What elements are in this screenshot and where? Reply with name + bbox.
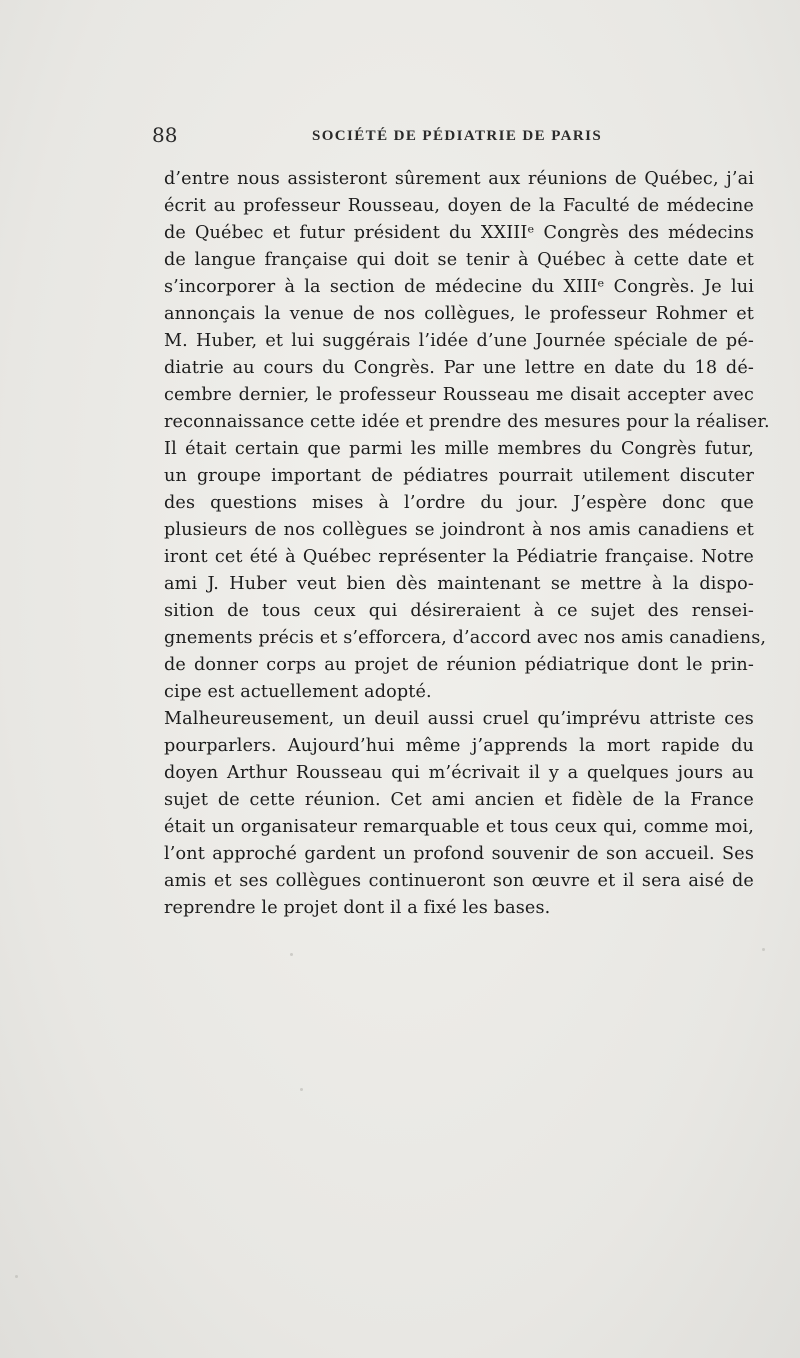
text-line: M. Huber, et lui suggérais l’idée d’une Journée spéciale de pé- — [164, 331, 754, 351]
text-line: des questions mises à l’ordre du jour. J’espère donc que — [164, 493, 754, 513]
text-line: diatrie au cours du Congrès. Par une lettre en date du 18 dé- — [164, 358, 754, 378]
text-line: reprendre le projet dont il a fixé les bases. — [164, 898, 551, 918]
text-line: pourparlers. Aujourd’hui même j’apprends la mort rapide du — [164, 736, 754, 756]
text-line: cembre dernier, le professeur Rousseau me disait accepter avec — [164, 385, 754, 405]
text-line: un groupe important de pédiatres pourrait utilement discuter — [164, 466, 754, 486]
text-line: gnements précis et s’efforcera, d’accord avec nos amis canadiens, — [164, 628, 767, 648]
text-line: amis et ses collègues continueront son œuvre et il sera aisé de — [164, 871, 754, 891]
text-line: plusieurs de nos collègues se joindront à nos amis canadiens et — [164, 520, 754, 540]
text-line: de langue française qui doit se tenir à Québec à cette date et — [164, 250, 754, 270]
text-line: iront cet été à Québec représenter la Pédiatrie française. Notre — [164, 547, 754, 567]
text-line: reconnaissance cette idée et prendre des mesures pour la réaliser. — [164, 412, 770, 432]
paragraph-2 — [164, 706, 754, 922]
text-line: l’ont approché gardent un profond souvenir de son accueil. Ses — [164, 844, 754, 864]
text-line: était un organisateur remarquable et tous ceux qui, comme moi, — [164, 817, 754, 837]
paper-speck — [15, 1275, 18, 1278]
paper-speck — [300, 1088, 303, 1091]
text-line: de Québec et futur président du XXIIIᵉ Congrès des médecins — [164, 223, 754, 243]
paper-speck — [762, 948, 765, 951]
text-line: Malheureusement, un deuil aussi cruel qu’imprévu attriste ces — [164, 709, 754, 729]
page-header — [152, 122, 752, 148]
text-line: Il était certain que parmi les mille membres du Congrès futur, — [164, 439, 754, 459]
text-line: annonçais la venue de nos collègues, le professeur Rohmer et — [164, 304, 754, 324]
text-line: s’incorporer à la section de médecine du XIIIᵉ Congrès. Je lui — [164, 277, 754, 297]
body-text — [164, 166, 770, 922]
text-line: sition de tous ceux qui désireraient à ce sujet des rensei- — [164, 601, 754, 621]
text-line: doyen Arthur Rousseau qui m’écrivait il y a quelques jours au — [164, 763, 754, 783]
paragraph-1 — [164, 166, 770, 706]
paper-speck — [290, 953, 293, 956]
page-number: 88 — [152, 123, 178, 147]
text-line: sujet de cette réunion. Cet ami ancien et fidèle de la France — [164, 790, 754, 810]
text-line: ami J. Huber veut bien dès maintenant se mettre à la dispo- — [164, 574, 754, 594]
running-title: SOCIÉTÉ DE PÉDIATRIE DE PARIS — [312, 128, 603, 144]
text-line: cipe est actuellement adopté. — [164, 682, 432, 702]
text-line: de donner corps au projet de réunion pédiatrique dont le prin- — [164, 655, 754, 675]
text-line: d’entre nous assisteront sûrement aux réunions de Québec, j’ai — [164, 169, 754, 189]
text-line: écrit au professeur Rousseau, doyen de la Faculté de médecine — [164, 196, 754, 216]
